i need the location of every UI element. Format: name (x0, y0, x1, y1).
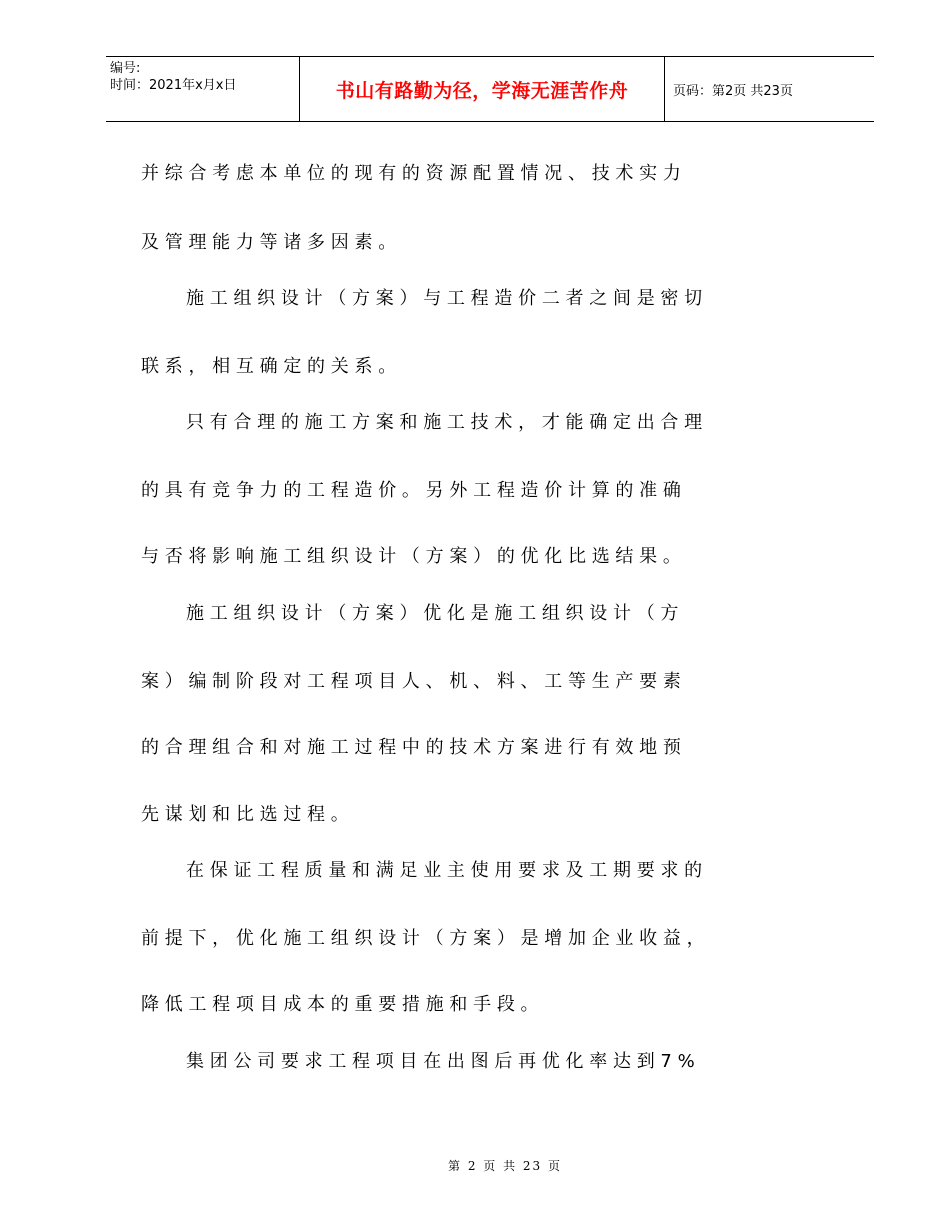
body-line: 及 管 理 能 力 等 诸 多 因 素 。 (141, 232, 397, 253)
header-motto: 书山有路勤为径，学海无涯苦作舟 (300, 57, 665, 121)
body-line: 先 谋 划 和 比 选 过 程 。 (141, 804, 349, 825)
header-page-info: 页码：第2页 共23页 (673, 83, 793, 99)
body-line: 联 系 ， 相 互 确 定 的 关 系 。 (141, 356, 397, 377)
serial-label: 编号: (110, 61, 141, 76)
body-line: 案 ） 编 制 阶 段 对 工 程 项 目 人 、 机 、 料 、 工 等 生 产 要 素 (141, 671, 681, 692)
body-line: 施 工 组 织 设 计 （ 方 案 ） 优 化 是 施 工 组 织 设 计 （ 方 (186, 603, 679, 624)
body-line: 只 有 合 理 的 施 工 方 案 和 施 工 技 术 ， 才 能 确 定 出 合 理 (186, 412, 703, 433)
page-footer: 第 2 页 共 23 页 (448, 1159, 562, 1173)
body-line: 的 具 有 竞 争 力 的 工 程 造 价 。 另 外 工 程 造 价 计 算 的 准 确 (141, 480, 681, 501)
body-line: 施 工 组 织 设 计 （ 方 案 ） 与 工 程 造 价 二 者 之 间 是 密 切 (186, 288, 703, 309)
body-line: 降 低 工 程 项 目 成 本 的 重 要 措 施 和 手 段 。 (141, 994, 539, 1015)
body-line: 的 合 理 组 合 和 对 施 工 过 程 中 的 技 术 方 案 进 行 有 效 地 预 (141, 737, 681, 758)
body-line: 与 否 将 影 响 施 工 组 织 设 计 （ 方 案 ） 的 优 化 比 选 结 果 。 (141, 546, 681, 567)
time-label: 时间：2021年x月x日 (110, 78, 237, 93)
header-meta (106, 57, 300, 121)
body-line: 集 团 公 司 要 求 工 程 项 目 在 出 图 后 再 优 化 率 达 到 7 % (186, 1051, 695, 1072)
body-line: 前 提 下 ， 优 化 施 工 组 织 设 计 （ 方 案 ） 是 增 加 企 业 收 益 ， (141, 928, 705, 949)
body-line: 并 综 合 考 虑 本 单 位 的 现 有 的 资 源 配 置 情 况 、 技 术 实 力 (141, 163, 681, 184)
page-header (106, 56, 874, 122)
body-line: 在 保 证 工 程 质 量 和 满 足 业 主 使 用 要 求 及 工 期 要 求 的 (186, 860, 703, 881)
